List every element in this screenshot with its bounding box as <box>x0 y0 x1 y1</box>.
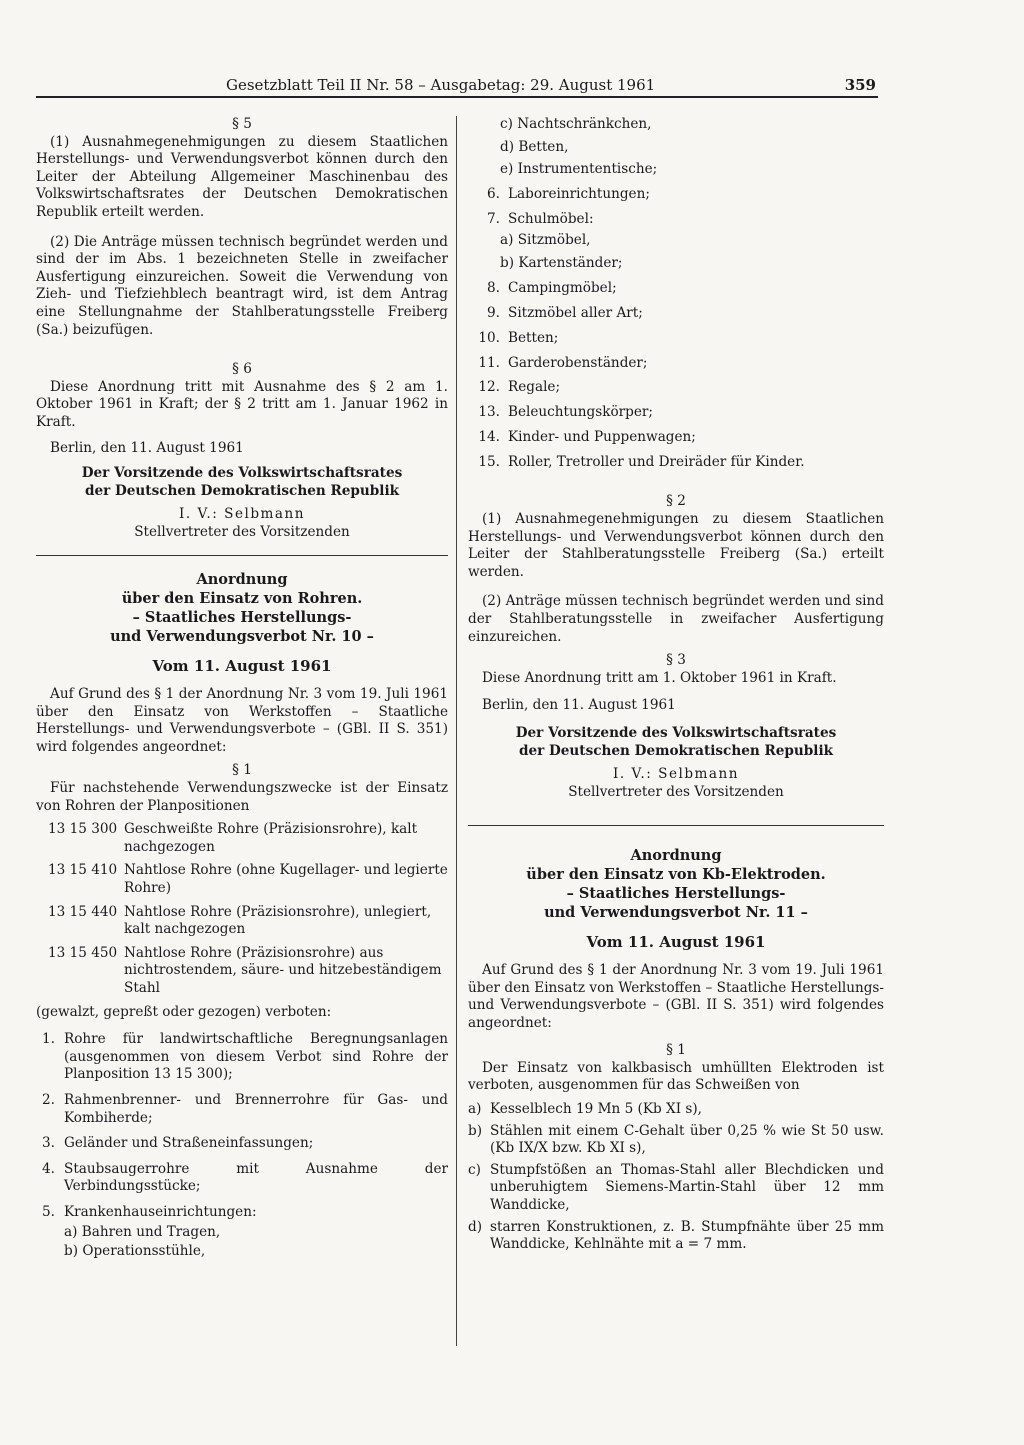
list-item: 13. Beleuchtungskörper; <box>478 404 653 421</box>
ordinance-intro: Auf Grund des § 1 der Anordnung Nr. 3 vom 19. Juli 1961 über den Einsatz von Werkstoffen – Staatliche Herstellungs- und Verwendungsverbote – (GBl. II S. 351) wird folgendes angeordnet: <box>36 686 448 755</box>
signature-name: I. V.: Selbmann <box>178 506 306 523</box>
list-item: 10. Betten; <box>478 329 559 346</box>
signature-authority-line-1: Der Vorsitzende des Volkswirtschaftsrates <box>515 724 837 741</box>
list-item: c) Stumpfstößen an Thomas-Stahl aller Blechdicken und unberuhigtem Siemens-Martin-Stahl über 12 mm Wanddicke, <box>468 1161 884 1214</box>
right-column <box>468 116 884 1258</box>
page-number: 359 <box>844 76 876 94</box>
running-header <box>36 76 876 96</box>
section-5-heading: § 5 <box>232 116 252 132</box>
section-divider <box>468 825 884 826</box>
list-item: b) Stählen mit einem C-Gehalt über 0,25 % wie St 50 usw. (Kb IX/X bzw. Kb XI s), <box>468 1122 884 1157</box>
signature-authority-line-1: Der Vorsitzende des Volkswirtschaftsrates <box>81 465 403 482</box>
signature-role: Stellvertreter des Vorsitzenden <box>568 783 784 800</box>
ordinance-date: Vom 11. August 1961 <box>152 657 332 676</box>
section-6-paragraph: Diese Anordnung tritt mit Ausnahme des § 2 am 1. Oktober 1961 in Kraft; der § 2 tritt am 1. Januar 1962 in Kraft. <box>36 378 448 430</box>
list-item: a) Kesselblech 19 Mn 5 (Kb XI s), <box>468 1101 702 1118</box>
plan-position: 13 15 450 Nahtlose Rohre (Präzisionsrohre) aus nichtrostendem, säure- und hitzebeständigem Stahl <box>48 944 442 996</box>
prohibited-uses-list <box>36 1031 448 1261</box>
ordinance-date: Vom 11. August 1961 <box>586 933 766 952</box>
section-1-paragraph: Für nachstehende Verwendungszwecke ist der Einsatz von Rohren der Planpositionen <box>36 780 448 814</box>
header-rule <box>36 96 878 98</box>
ordinance-prohibition-line-2: und Verwendungsverbot Nr. 11 – <box>544 904 808 922</box>
list-item: 6. Laboreinrichtungen; <box>487 185 650 202</box>
list-item: 4. Staubsaugerrohre mit Ausnahme der Verbindungsstücke; <box>42 1160 448 1195</box>
signature-authority-line-2: der Deutschen Demokratischen Republik <box>518 742 834 759</box>
ordinance-subject: über den Einsatz von Kb-Elektroden. <box>526 866 826 884</box>
sub-item: b) Operationsstühle, <box>64 1243 206 1260</box>
sub-item: b) Kartenständer; <box>500 254 623 271</box>
section-2-heading: § 2 <box>666 493 686 510</box>
list-item: 12. Regale; <box>478 379 561 396</box>
plan-position: 13 15 410 Nahtlose Rohre (ohne Kugellager- und legierte Rohre) <box>48 862 448 896</box>
place-date: Berlin, den 11. August 1961 <box>50 439 244 456</box>
list-item: 2. Rahmenbrenner- und Brennerrohre für Gas- und Kombiherde; <box>42 1091 448 1126</box>
sub-item: a) Bahren und Tragen, <box>64 1223 221 1240</box>
ordinance-subject: über den Einsatz von Rohren. <box>121 590 363 608</box>
exceptions-list <box>468 1101 884 1254</box>
left-column <box>36 116 448 1263</box>
list-item: 9. Sitzmöbel aller Art; <box>487 304 643 321</box>
plan-positions-list <box>36 821 448 997</box>
section-5-paragraph-1: (1) Ausnahmegenehmigungen zu diesem Staatlichen Herstellungs- und Verwendungsverbot können durch den Leiter der Abteilung Allgemeiner Maschinenbau des Volkswirtschaftsrates der Deutschen Demokratischen Republik erteilt werden. <box>36 133 448 220</box>
signature-role: Stellvertreter des Vorsitzenden <box>134 523 350 540</box>
list-item: 14. Kinder- und Puppenwagen; <box>478 429 696 446</box>
list-item: 1. Rohre für landwirtschaftliche Beregnungsanlagen (ausgenommen von diesem Verbot sind Rohre der Planposition 13 15 300); <box>42 1031 448 1083</box>
column-divider <box>456 116 457 1346</box>
sub-item: e) Instrumententische; <box>500 161 658 178</box>
section-1-paragraph: Der Einsatz von kalkbasisch umhüllten Elektroden ist verboten, ausgenommen für das Schweißen von <box>468 1059 884 1094</box>
sub-item: d) Betten, <box>500 138 569 155</box>
list-item: 15. Roller, Tretroller und Dreiräder für Kinder. <box>478 454 805 471</box>
ordinance-prohibition-line-1: – Staatliches Herstellungs- <box>132 609 352 627</box>
section-2-paragraph-2: (2) Anträge müssen technisch begründet werden und sind der Stahlberatungsstelle in zweifacher Ausfertigung einzureichen. <box>468 593 884 645</box>
list-item: 8. Campingmöbel; <box>487 279 617 296</box>
ordinance-title: Anordnung <box>630 847 722 865</box>
section-1-heading: § 1 <box>232 762 252 779</box>
list-item: 5. Krankenhauseinrichtungen: <box>42 1203 257 1220</box>
prohibition-statement: (gewalzt, gepreßt oder gezogen) verboten: <box>36 1003 332 1020</box>
list-item: 3. Geländer und Straßeneinfassungen; <box>42 1135 314 1152</box>
list-item: 11. Garderobenständer; <box>478 354 648 371</box>
section-2-paragraph-1: (1) Ausnahmegenehmigungen zu diesem Staatlichen Herstellungs- und Verwendungsverbot können durch den Leiter der Stahlberatungsstelle Freiberg (Sa.) erteilt werden. <box>468 511 884 580</box>
place-date: Berlin, den 11. August 1961 <box>482 697 676 714</box>
prohibited-uses-list-continued <box>468 116 884 472</box>
list-item: d) starren Konstruktionen, z. B. Stumpfnähte über 25 mm Wanddicke, Kehlnähte mit a = 7 mm. <box>468 1218 884 1253</box>
section-5-paragraph-2: (2) Die Anträge müssen technisch begründet werden und sind der im Abs. 1 bezeichneten Stelle in zweifacher Ausfertigung einzureichen. Soweit die Verwendung von Zieh- und Tiefziehblech beantragt wird, ist dem Antrag eine Stellungnahme der Stahlberatungsstelle Freiberg (Sa.) beizufügen. <box>36 233 448 338</box>
section-3-heading: § 3 <box>666 652 686 669</box>
ordinance-prohibition-line-2: und Verwendungsverbot Nr. 10 – <box>110 628 374 646</box>
sub-item: c) Nachtschränkchen, <box>500 116 652 132</box>
section-1-heading: § 1 <box>666 1042 686 1059</box>
section-6-heading: § 6 <box>232 361 252 378</box>
ordinance-title: Anordnung <box>196 571 288 589</box>
sub-item: a) Sitzmöbel, <box>500 232 591 249</box>
signature-name: I. V.: Selbmann <box>612 766 740 783</box>
section-3-paragraph: Diese Anordnung tritt am 1. Oktober 1961 in Kraft. <box>482 669 837 686</box>
section-divider <box>36 555 448 556</box>
plan-position: 13 15 440 Nahtlose Rohre (Präzisionsrohre), unlegiert, kalt nachgezogen <box>48 903 432 938</box>
header-title: Gesetzblatt Teil II Nr. 58 – Ausgabetag: 29. August 1961 <box>226 76 656 94</box>
ordinance-intro: Auf Grund des § 1 der Anordnung Nr. 3 vom 19. Juli 1961 über den Einsatz von Werkstoffen – Staatliche Herstellungs- und Verwendungsverbote – (GBl. II S. 351) wird folgendes angeordnet: <box>468 961 884 1031</box>
signature-authority-line-2: der Deutschen Demokratischen Republik <box>84 482 400 499</box>
list-item: 7. Schulmöbel: <box>487 210 594 227</box>
plan-position: 13 15 300 Geschweißte Rohre (Präzisionsrohre), kalt nachgezogen <box>48 821 418 855</box>
ordinance-prohibition-line-1: – Staatliches Herstellungs- <box>566 885 786 903</box>
